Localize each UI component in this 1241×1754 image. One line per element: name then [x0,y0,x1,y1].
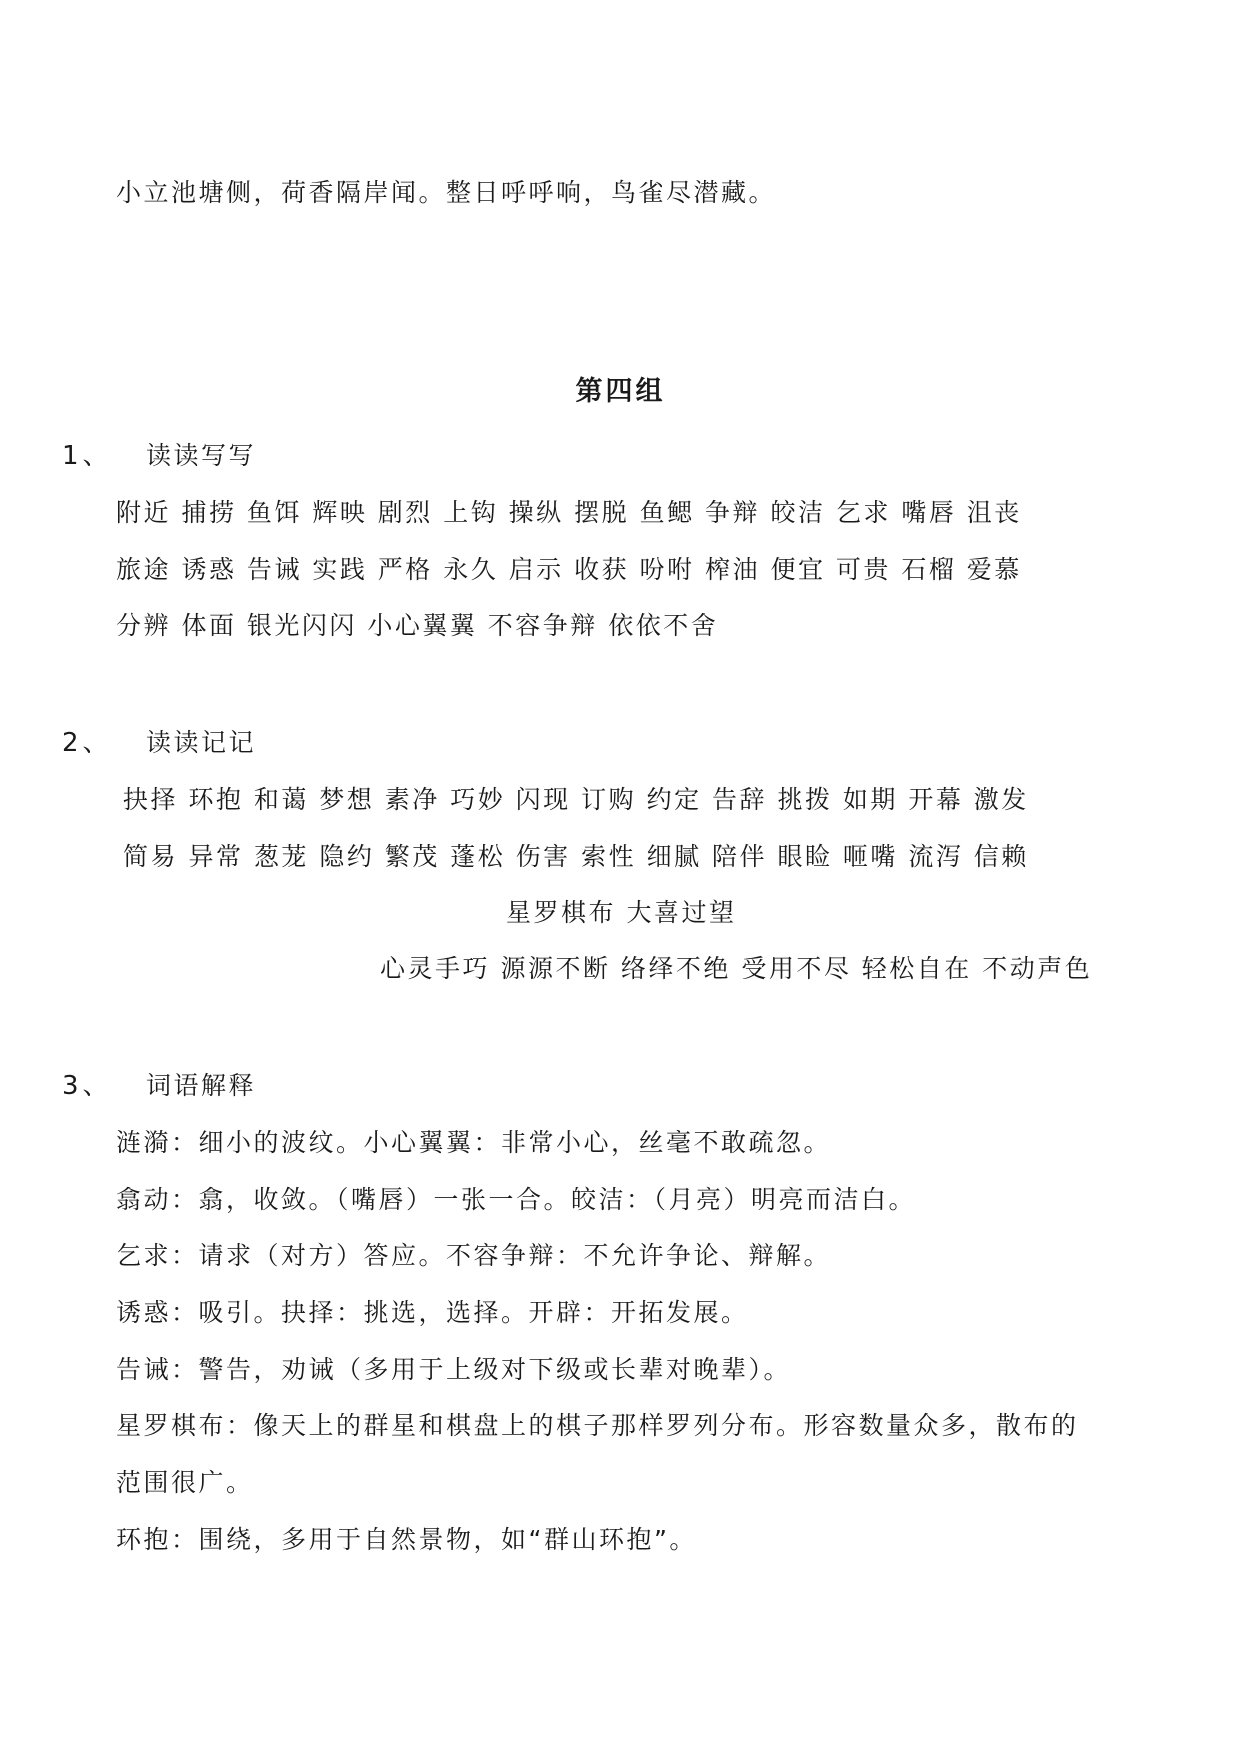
section-2-line: 抉择 环抱 和蔼 梦想 素净 巧妙 闪现 订购 约定 告辞 挑拨 如期 开幕 激发 [123,785,1029,814]
section-2-line: 星罗棋布 大喜过望 [506,898,737,927]
section-3-title: 词语解释 [146,1071,257,1100]
definition-line: 诱惑：吸引。抉择：挑选，选择。开辟：开拓发展。 [116,1298,749,1327]
group-title: 第四组 [575,376,666,407]
section-2-line: 心灵手巧 源源不断 络绎不绝 受用不尽 轻松自在 不动声色 [380,954,1093,983]
definition-line: 星罗棋布：像天上的群星和棋盘上的棋子那样罗列分布。形容数量众多，散布的 [116,1411,1079,1440]
section-1-line: 附近 捕捞 鱼饵 辉映 剧烈 上钩 操纵 摆脱 鱼鳃 争辩 皎洁 乞求 嘴唇 沮丧 [116,498,1022,527]
definition-line: 翕动：翕，收敛。（嘴唇）一张一合。皎洁：（月亮）明亮而洁白。 [116,1185,917,1214]
section-2-number: 2、 [62,728,113,758]
definition-line: 环抱：围绕，多用于自然景物，如“群山环抱”。 [116,1525,697,1554]
section-1-line: 旅途 诱惑 告诫 实践 严格 永久 启示 收获 吩咐 榨油 便宜 可贵 石榴 爱慕 [116,555,1022,584]
poem-line: 小立池塘侧，荷香隔岸闻。整日呼呼响，鸟雀尽潜藏。 [116,178,777,207]
section-2-line: 简易 异常 葱茏 隐约 繁茂 蓬松 伤害 索性 细腻 陪伴 眼睑 咂嘴 流泻 信赖 [123,842,1029,871]
section-2-title: 读读记记 [146,728,257,757]
section-3-number: 3、 [62,1071,113,1101]
definition-line: 告诫：警告，劝诫（多用于上级对下级或长辈对晚辈）。 [116,1355,792,1384]
section-1-line: 分辨 体面 银光闪闪 小心翼翼 不容争辩 依依不舍 [116,611,719,640]
definition-line: 乞求：请求（对方）答应。不容争辩：不允许争论、辩解。 [116,1241,832,1270]
definition-line: 范围很广。 [116,1468,254,1497]
section-1-number: 1、 [62,441,113,471]
section-1-title: 读读写写 [146,441,257,470]
definition-line: 涟漪：细小的波纹。小心翼翼：非常小心，丝毫不敢疏忽。 [116,1128,832,1157]
